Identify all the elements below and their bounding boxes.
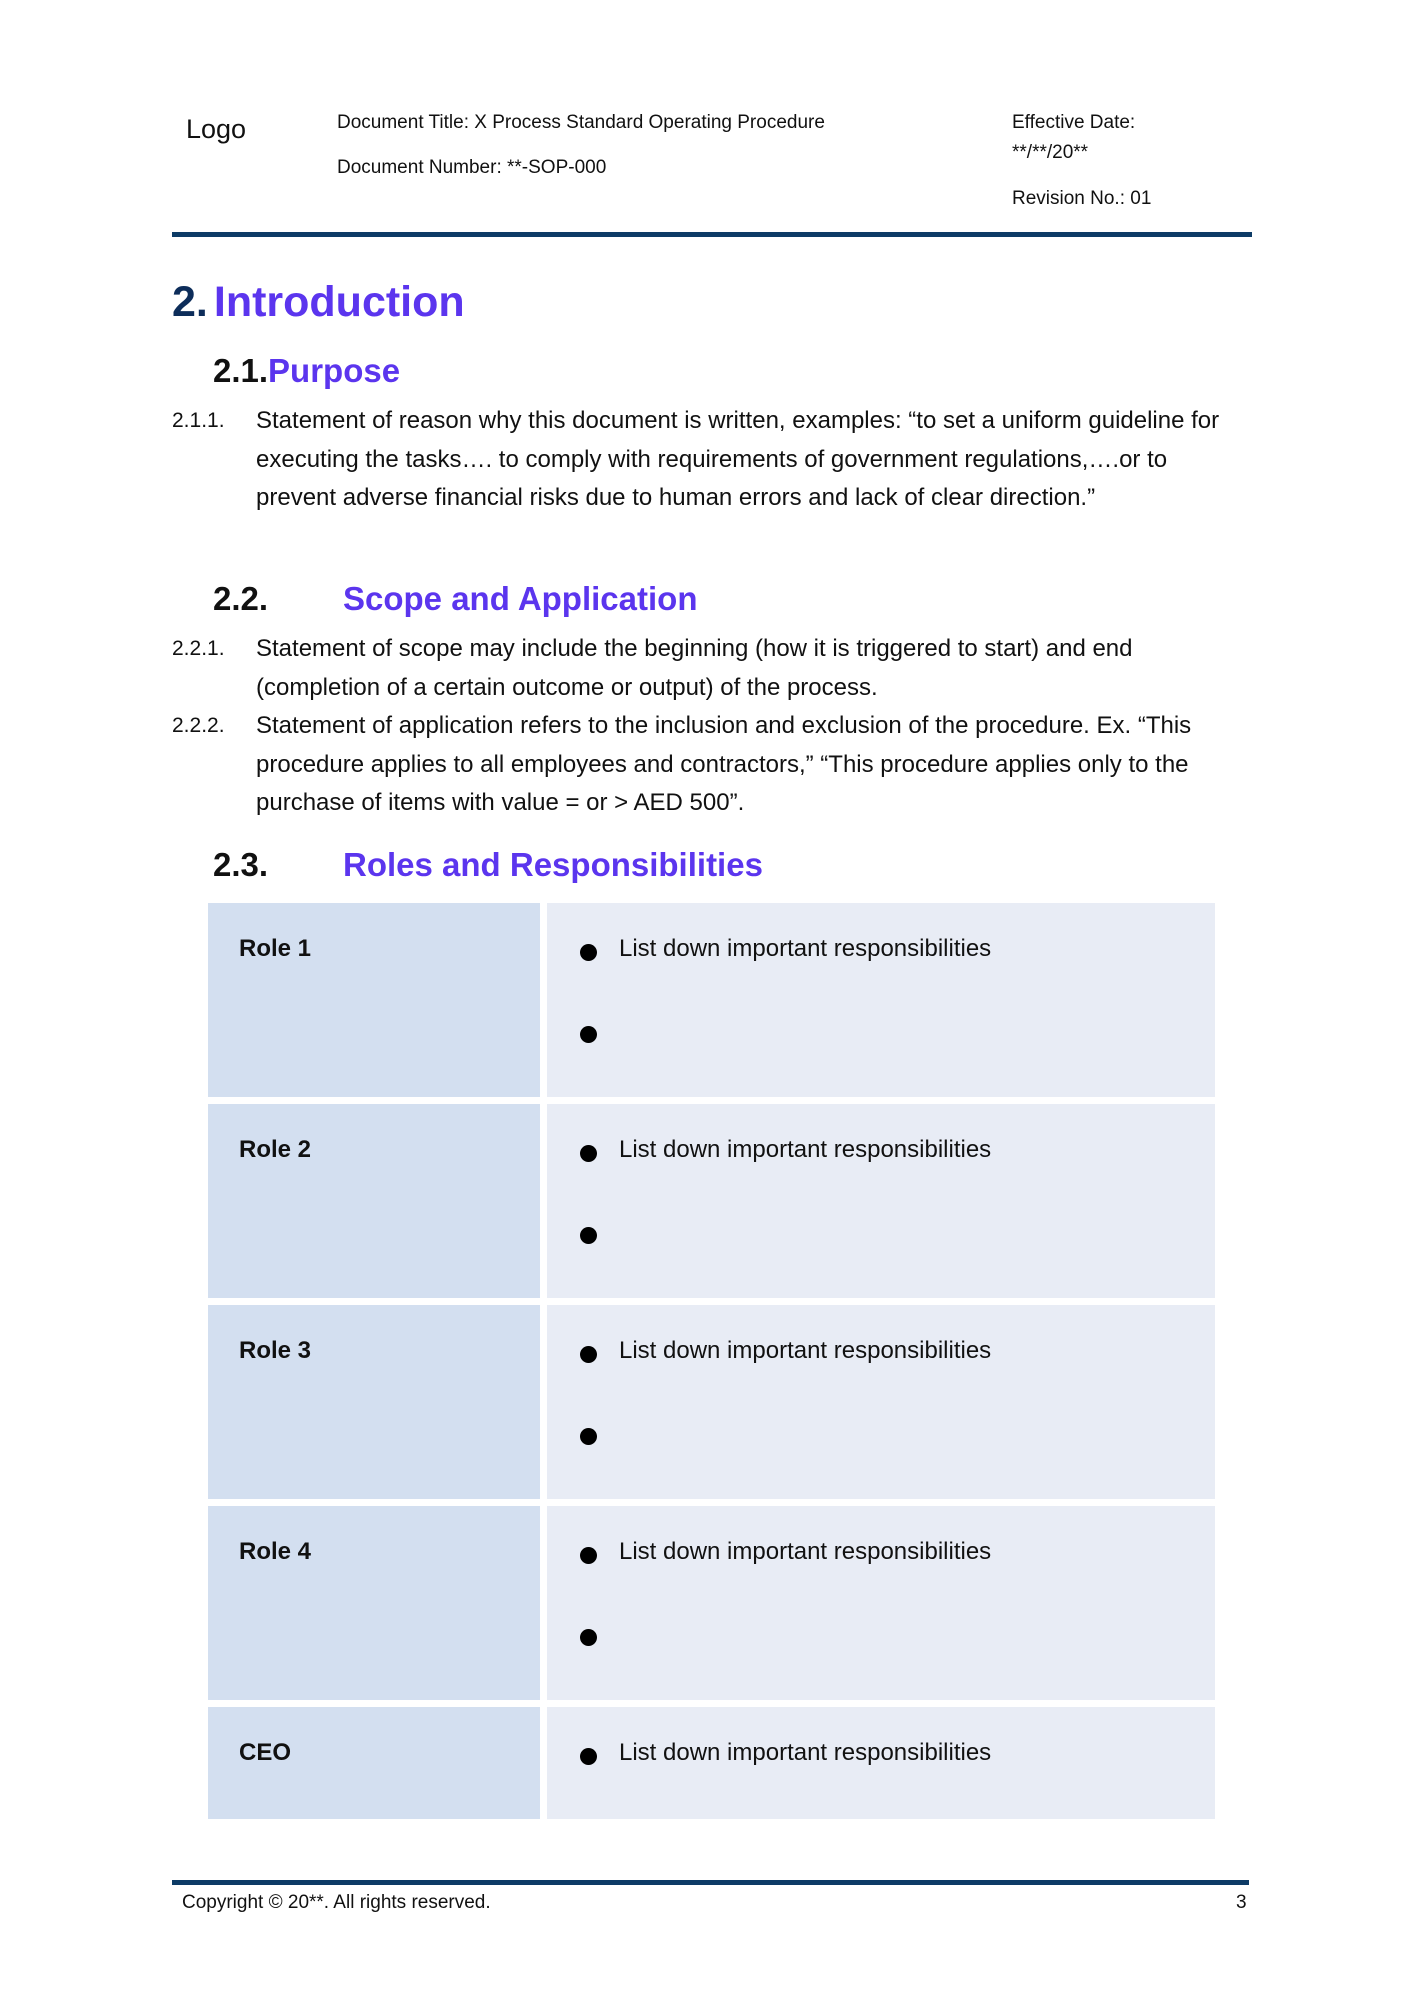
bullet-icon — [580, 1227, 597, 1244]
list-item — [547, 935, 1215, 1017]
role-name: Role 1 — [208, 903, 540, 1097]
bullet-icon — [580, 1428, 597, 1445]
item-text: Statement of application refers to the inclusion and exclusion of the procedure. Ex. “This procedure applies to all employees and contractors,” “This procedure applies only to the purchase of items with value = or > AED 500”. — [256, 712, 1192, 816]
page-number: 3 — [1236, 1892, 1247, 1913]
role-name: Role 2 — [208, 1104, 540, 1298]
purpose-item — [172, 402, 1252, 518]
scope-heading — [213, 580, 697, 618]
scope-title: Scope and Application — [343, 580, 698, 617]
effective-date-label: Effective Date: — [1012, 112, 1136, 133]
responsibility-text: List down important responsibilities — [619, 1136, 992, 1163]
list-item — [547, 1136, 1215, 1218]
scope-item — [172, 630, 1252, 707]
role-responsibilities — [547, 1707, 1215, 1819]
section-number: 2. — [172, 278, 208, 326]
bullet-icon — [580, 1145, 597, 1162]
table-row — [208, 1707, 1215, 1819]
responsibility-text: List down important responsibilities — [619, 1337, 992, 1364]
roles-table — [208, 903, 1215, 1826]
table-row — [208, 1104, 1215, 1298]
item-number: 2.2.2. — [172, 714, 225, 737]
list-item — [547, 1337, 1215, 1419]
table-row — [208, 1305, 1215, 1499]
purpose-heading — [213, 352, 400, 390]
document-header — [172, 100, 1252, 235]
section-title: Introduction — [213, 278, 465, 326]
list-item — [547, 1017, 1215, 1099]
responsibility-text: List down important responsibilities — [619, 1739, 992, 1766]
purpose-number: 2.1. — [213, 352, 269, 389]
bullet-icon — [580, 1547, 597, 1564]
table-row — [208, 903, 1215, 1097]
copyright-text: Copyright © 20**. All rights reserved. — [182, 1892, 491, 1913]
bullet-icon — [580, 1629, 597, 1646]
role-responsibilities — [547, 1305, 1215, 1499]
list-item — [547, 1739, 1215, 1821]
section-heading — [172, 278, 465, 327]
role-name: Role 4 — [208, 1506, 540, 1700]
role-name: CEO — [208, 1707, 540, 1819]
list-item — [547, 1218, 1215, 1300]
list-item — [547, 1620, 1215, 1702]
role-responsibilities — [547, 903, 1215, 1097]
role-responsibilities — [547, 1104, 1215, 1298]
bullet-icon — [580, 1748, 597, 1765]
revision-number: Revision No.: 01 — [1012, 188, 1152, 209]
item-number: 2.1.1. — [172, 409, 225, 432]
document-number: Document Number: **-SOP-000 — [337, 157, 607, 178]
roles-title: Roles and Responsibilities — [343, 846, 763, 883]
role-name: Role 3 — [208, 1305, 540, 1499]
item-number: 2.2.1. — [172, 637, 225, 660]
effective-date-value: **/**/20** — [1012, 142, 1089, 163]
bullet-icon — [580, 1346, 597, 1363]
scope-number: 2.2. — [213, 580, 269, 617]
document-title: Document Title: X Process Standard Operating Procedure — [337, 112, 825, 133]
footer-divider — [172, 1880, 1249, 1885]
table-row — [208, 1506, 1215, 1700]
roles-number: 2.3. — [213, 846, 269, 883]
roles-heading — [213, 846, 763, 884]
item-text: Statement of reason why this document is written, examples: “to set a uniform guideline for executing the tasks…. to comply with requirements of government regulations,….or to prevent adverse financial risks due to human errors and lack of clear direction.” — [256, 407, 1220, 511]
item-text: Statement of scope may include the beginning (how it is triggered to start) and end (completion of a certain outcome or output) of the process. — [256, 635, 1133, 701]
responsibility-text: List down important responsibilities — [619, 935, 992, 962]
list-item — [547, 1538, 1215, 1620]
bullet-icon — [580, 944, 597, 961]
bullet-icon — [580, 1026, 597, 1043]
header-divider — [172, 232, 1252, 237]
application-item — [172, 707, 1252, 823]
purpose-title: Purpose — [268, 352, 401, 389]
logo: Logo — [186, 114, 247, 144]
responsibility-text: List down important responsibilities — [619, 1538, 992, 1565]
role-responsibilities — [547, 1506, 1215, 1700]
list-item — [547, 1419, 1215, 1501]
